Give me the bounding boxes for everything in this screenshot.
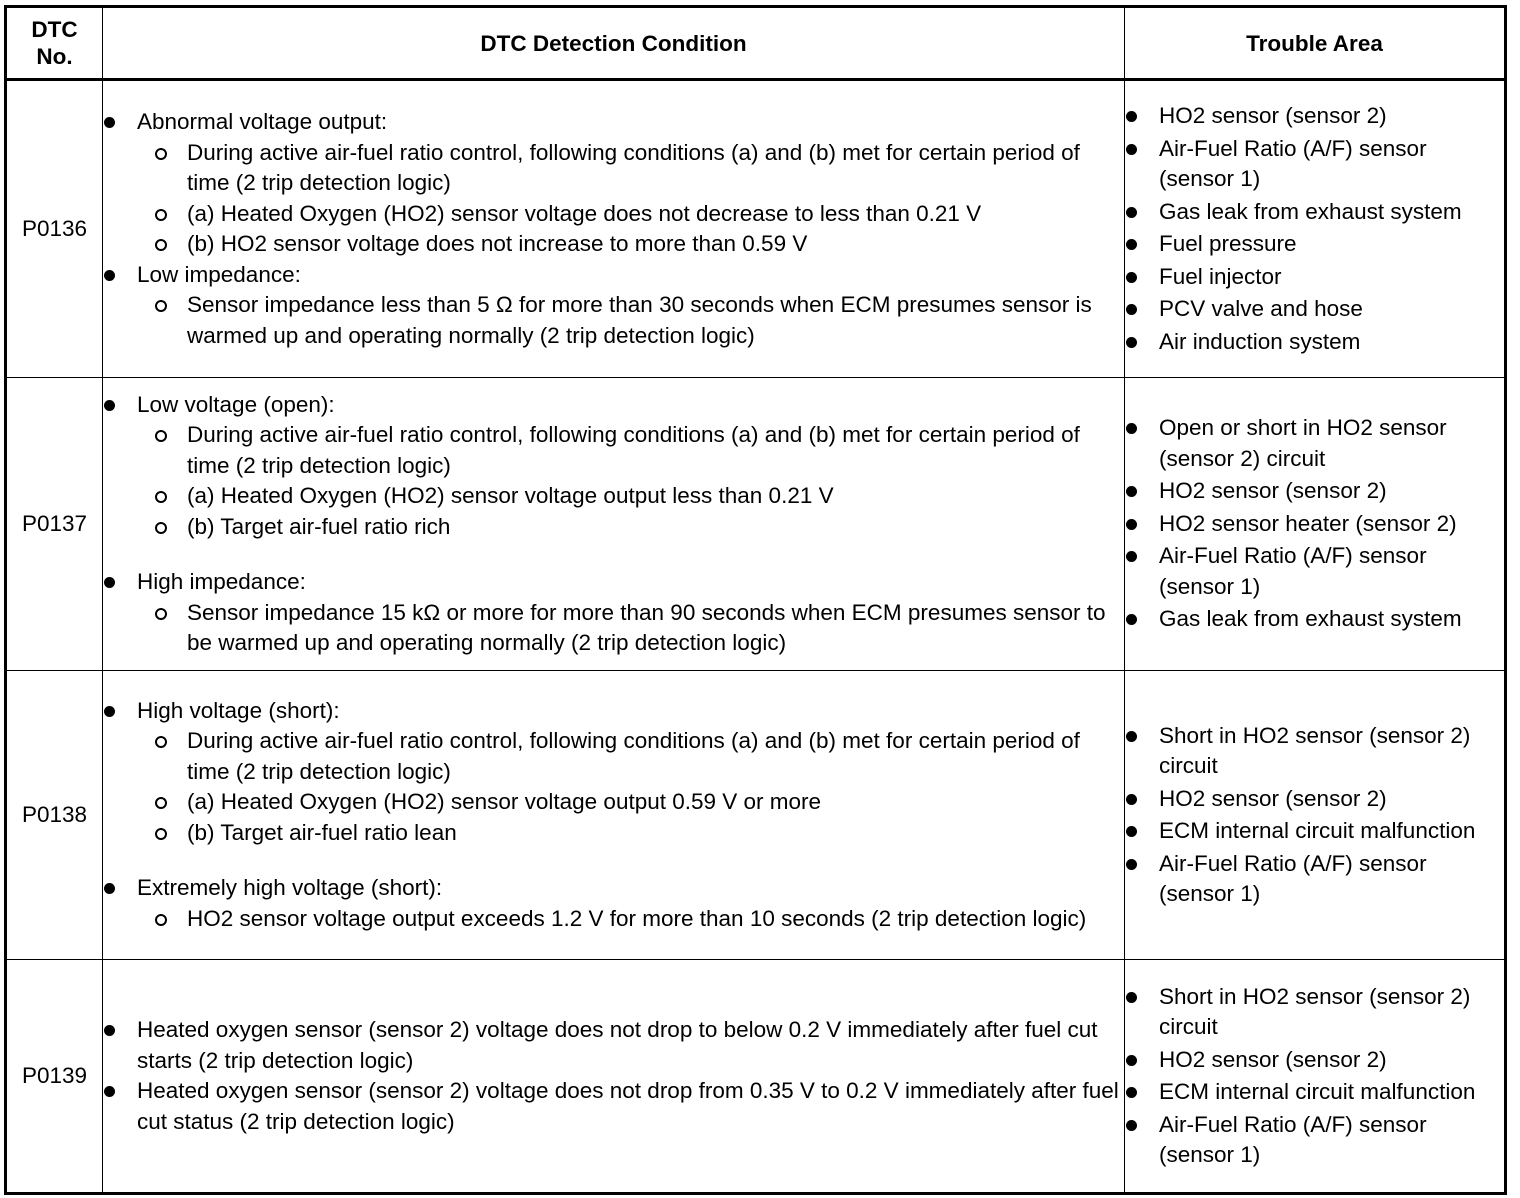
trouble-area-item: Gas leak from exhaust system bbox=[1125, 604, 1504, 635]
sub-condition-item: (a) Heated Oxygen (HO2) sensor voltage output 0.59 V or more bbox=[137, 787, 1124, 818]
header-dtc-no: DTC No. bbox=[6, 7, 103, 80]
trouble-area-item: PCV valve and hose bbox=[1125, 294, 1504, 325]
trouble-area-item: Air induction system bbox=[1125, 327, 1504, 358]
trouble-area-item: ECM internal circuit malfunction bbox=[1125, 816, 1504, 847]
sub-condition-item: During active air-fuel ratio control, following conditions (a) and (b) met for certain period of time (2 trip detection logic) bbox=[137, 138, 1124, 199]
trouble-area-cell bbox=[1125, 960, 1506, 1194]
condition-list bbox=[103, 390, 1124, 659]
trouble-area-item: HO2 sensor heater (sensor 2) bbox=[1125, 509, 1504, 540]
trouble-area-list bbox=[1125, 721, 1504, 910]
detection-condition-cell bbox=[103, 671, 1125, 960]
condition-item bbox=[103, 696, 1124, 849]
condition-item bbox=[103, 873, 1124, 934]
dtc-code: P0137 bbox=[6, 378, 103, 671]
sub-condition-list bbox=[137, 420, 1124, 542]
condition-text: High voltage (short): bbox=[137, 697, 340, 723]
trouble-area-item: ECM internal circuit malfunction bbox=[1125, 1077, 1504, 1108]
trouble-area-item: Fuel pressure bbox=[1125, 229, 1504, 260]
condition-list bbox=[103, 696, 1124, 935]
condition-text: Heated oxygen sensor (sensor 2) voltage does not drop to below 0.2 V immediately after fuel cut starts (2 trip detection logic) bbox=[137, 1017, 1098, 1073]
detection-condition-cell bbox=[103, 960, 1125, 1194]
condition-text: Extremely high voltage (short): bbox=[137, 875, 443, 901]
condition-item bbox=[103, 1076, 1124, 1137]
sub-condition-item: During active air-fuel ratio control, following conditions (a) and (b) met for certain period of time (2 trip detection logic) bbox=[137, 726, 1124, 787]
table-row bbox=[6, 80, 1506, 378]
condition-list bbox=[103, 107, 1124, 351]
condition-list bbox=[103, 1015, 1124, 1137]
trouble-area-item: Air-Fuel Ratio (A/F) sensor (sensor 1) bbox=[1125, 541, 1504, 602]
sub-condition-item: Sensor impedance less than 5 Ω for more than 30 seconds when ECM presumes sensor is warmed up and operating normally (2 trip detection logic) bbox=[137, 290, 1124, 351]
trouble-area-item: Short in HO2 sensor (sensor 2) circuit bbox=[1125, 721, 1504, 782]
sub-condition-list bbox=[137, 598, 1124, 659]
dtc-code: P0139 bbox=[6, 960, 103, 1194]
trouble-area-item: Open or short in HO2 sensor (sensor 2) circuit bbox=[1125, 413, 1504, 474]
sub-condition-item: Sensor impedance 15 kΩ or more for more than 90 seconds when ECM presumes sensor to be warmed up and operating normally (2 trip detection logic) bbox=[137, 598, 1124, 659]
sub-condition-list bbox=[137, 726, 1124, 848]
sub-condition-item: (b) HO2 sensor voltage does not increase to more than 0.59 V bbox=[137, 229, 1124, 260]
detection-condition-cell bbox=[103, 378, 1125, 671]
sub-condition-list bbox=[137, 290, 1124, 351]
trouble-area-list bbox=[1125, 101, 1504, 357]
dtc-table bbox=[4, 5, 1507, 1195]
sub-condition-list bbox=[137, 904, 1124, 935]
condition-item bbox=[103, 260, 1124, 352]
condition-item bbox=[103, 1015, 1124, 1076]
sub-condition-item: (a) Heated Oxygen (HO2) sensor voltage does not decrease to less than 0.21 V bbox=[137, 199, 1124, 230]
sub-condition-item: (b) Target air-fuel ratio rich bbox=[137, 512, 1124, 543]
table-row bbox=[6, 378, 1506, 671]
dtc-code: P0136 bbox=[6, 80, 103, 378]
table-row bbox=[6, 960, 1506, 1194]
detection-condition-cell bbox=[103, 80, 1125, 378]
header-detection-condition: DTC Detection Condition bbox=[103, 7, 1125, 80]
condition-text: High impedance: bbox=[137, 569, 306, 594]
sub-condition-item: HO2 sensor voltage output exceeds 1.2 V for more than 10 seconds (2 trip detection logic) bbox=[137, 904, 1124, 935]
sub-condition-list bbox=[137, 138, 1124, 260]
condition-text: Low voltage (open): bbox=[137, 391, 335, 417]
trouble-area-list bbox=[1125, 982, 1504, 1171]
trouble-area-item: Gas leak from exhaust system bbox=[1125, 197, 1504, 228]
condition-text: Low impedance: bbox=[137, 261, 301, 287]
dtc-code: P0138 bbox=[6, 671, 103, 960]
trouble-area-item: HO2 sensor (sensor 2) bbox=[1125, 476, 1504, 507]
trouble-area-cell bbox=[1125, 378, 1506, 671]
table-body bbox=[6, 80, 1506, 1194]
table-row bbox=[6, 671, 1506, 960]
trouble-area-item: Air-Fuel Ratio (A/F) sensor (sensor 1) bbox=[1125, 849, 1504, 910]
sub-condition-item: During active air-fuel ratio control, following conditions (a) and (b) met for certain period of time (2 trip detection logic) bbox=[137, 420, 1124, 481]
trouble-area-item: HO2 sensor (sensor 2) bbox=[1125, 784, 1504, 815]
trouble-area-cell bbox=[1125, 671, 1506, 960]
condition-item bbox=[103, 567, 1124, 659]
sub-condition-item: (b) Target air-fuel ratio lean bbox=[137, 818, 1124, 849]
trouble-area-item: Air-Fuel Ratio (A/F) sensor (sensor 1) bbox=[1125, 1110, 1504, 1171]
trouble-area-item: Fuel injector bbox=[1125, 262, 1504, 293]
trouble-area-item: Air-Fuel Ratio (A/F) sensor (sensor 1) bbox=[1125, 134, 1504, 195]
condition-item bbox=[103, 107, 1124, 260]
condition-item bbox=[103, 390, 1124, 543]
condition-text: Heated oxygen sensor (sensor 2) voltage does not drop from 0.35 V to 0.2 V immediately after fuel cut status (2 trip detection logic) bbox=[137, 1078, 1119, 1134]
condition-text: Abnormal voltage output: bbox=[137, 109, 388, 134]
header-row bbox=[6, 7, 1506, 80]
trouble-area-list bbox=[1125, 413, 1504, 635]
trouble-area-item: HO2 sensor (sensor 2) bbox=[1125, 101, 1504, 132]
trouble-area-item: Short in HO2 sensor (sensor 2) circuit bbox=[1125, 982, 1504, 1043]
trouble-area-cell bbox=[1125, 80, 1506, 378]
trouble-area-item: HO2 sensor (sensor 2) bbox=[1125, 1045, 1504, 1076]
header-trouble-area: Trouble Area bbox=[1125, 7, 1506, 80]
sub-condition-item: (a) Heated Oxygen (HO2) sensor voltage output less than 0.21 V bbox=[137, 481, 1124, 512]
